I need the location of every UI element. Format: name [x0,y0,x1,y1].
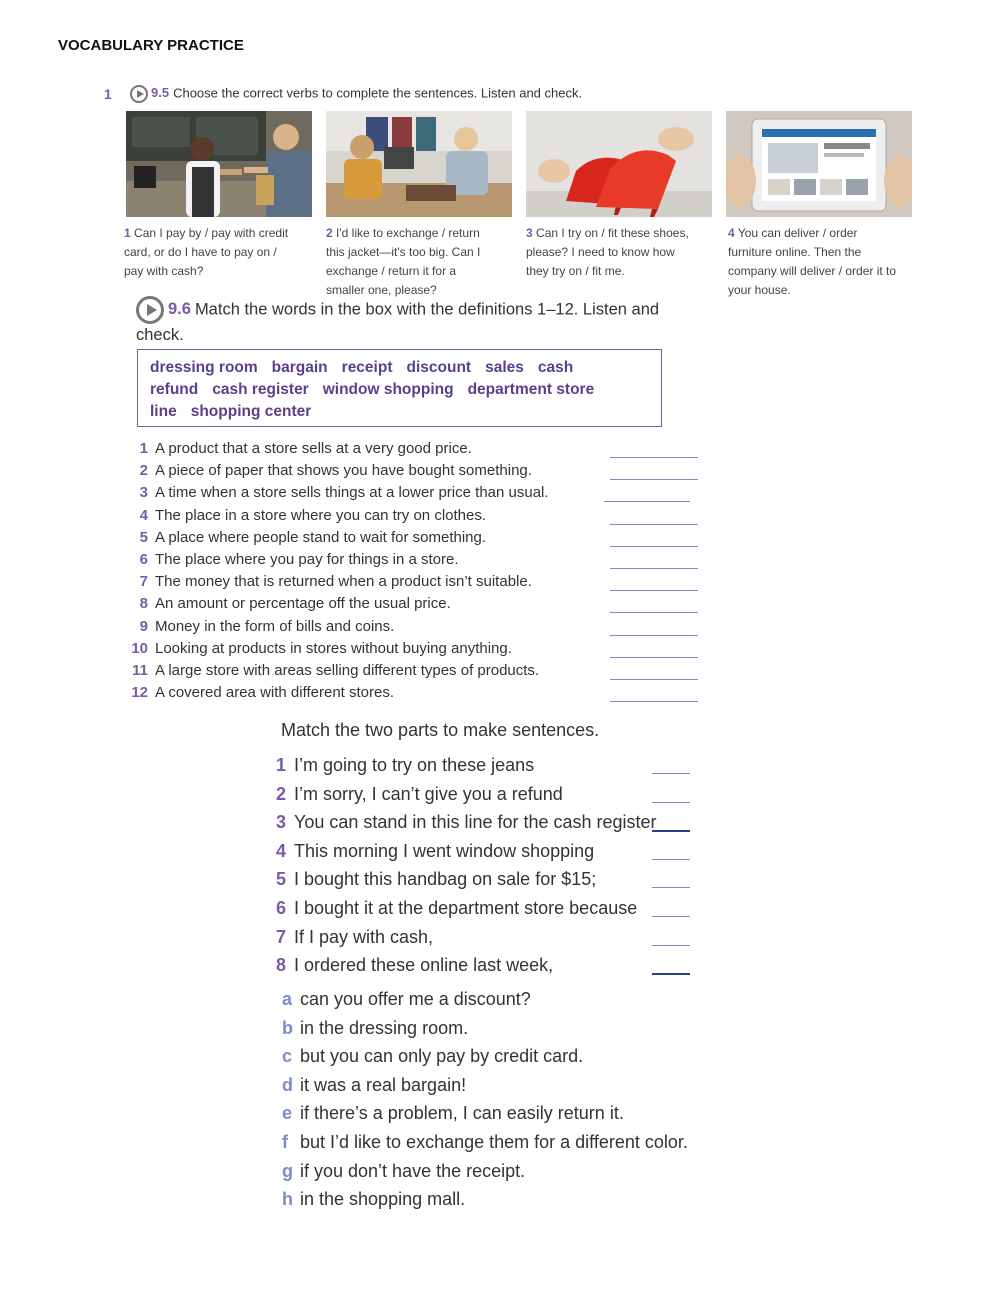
word-box-item: line [150,403,177,420]
sentence-start: 3 You can stand in this line for the cash register [276,812,657,833]
sentence-start: 7 If I pay with cash, [276,926,434,947]
sentence-ending: e if there’s a problem, I can easily return it. [282,1103,624,1124]
answer-blank[interactable] [610,701,698,702]
word-box-item: discount [406,359,472,376]
sentence-ending: c but you can only pay by credit card. [282,1046,584,1067]
track-number: 9.5 [151,85,170,101]
audio-play-icon[interactable] [136,296,164,324]
sentence-start: 5 I bought this handbag on sale for $15; [276,869,597,890]
word-box-item: department store [467,381,595,398]
page-title: VOCABULARY PRACTICE [58,37,244,54]
sentence-start: 8 I ordered these online last week, [276,955,554,976]
exercise-1-number: 1 [104,86,112,102]
sentence-ending: d it was a real bargain! [282,1074,467,1095]
word-box-item: dressing room [150,359,258,376]
definition-item: 9 Money in the form of bills and coins. [139,617,395,635]
answer-blank[interactable] [652,973,690,975]
exercise-2-instruction: 9.6 Match the words in the box with the definitions 1–12. Listen and check. [136,296,696,346]
definition-item: 5 A place where people stand to wait for something. [139,528,487,546]
exercise-1-instruction [130,85,582,103]
definition-item: 1 A product that a store sells at a very good price. [139,440,472,457]
word-box-item: cash register [212,381,309,398]
definition-item: 4 The place in a store where you can try on clothes. [139,506,487,524]
definition-item: 10 Looking at products in stores without buying anything. [131,639,512,657]
answer-blank[interactable] [652,859,690,860]
answer-blank[interactable] [604,501,690,502]
answer-blank[interactable] [610,479,698,480]
answer-blank[interactable] [610,635,698,636]
sentence-ending: a can you offer me a discount? [282,989,531,1009]
answer-blank[interactable] [652,830,690,832]
word-box-item: bargain [271,359,328,376]
answer-blank[interactable] [610,612,698,613]
answer-blank[interactable] [652,916,690,917]
caption-1: 1 Can I pay by / pay with credit card, or do I have to pay on / pay with cash? [124,226,289,278]
sentence-ending: h in the shopping mall. [282,1189,466,1210]
caption-4: 4 You can deliver / order furniture online. Then the company will deliver / order it to your house. [728,226,897,297]
definition-item: 8 An amount or percentage off the usual price. [139,595,451,613]
caption-3: 3 Can I try on / fit these shoes, please? I need to know how they try on / fit me. [526,226,689,278]
definition-item: 12 A covered area with different stores. [131,684,395,702]
caption-2: 2 I'd like to exchange / return this jacket—it's too big. Can I exchange / return it for a smaller one, please? [326,226,481,297]
sentence-ending: f but I’d like to exchange them for a different color. [282,1132,688,1152]
answer-blank[interactable] [652,802,690,803]
sentence-start: 4 This morning I went window shopping [276,840,595,861]
answer-blank[interactable] [610,546,698,547]
sentence-start: 1 I’m going to try on these jeans [276,755,535,775]
answer-blank[interactable] [610,568,698,569]
answer-blank[interactable] [652,887,690,888]
definition-item: 2 A piece of paper that shows you have bought something. [139,462,532,480]
word-box-item: window shopping [322,381,454,398]
photo-tablet-shopping [726,111,912,217]
answer-blank[interactable] [610,457,698,458]
track-number: 9.6 [168,300,191,319]
photo-red-shoes [526,111,712,217]
instruction-text: Choose the correct verbs to complete the sentences. Listen and check. [173,85,583,101]
photo-clothing-store [326,111,512,217]
exercise-3-instruction: Match the two parts to make sentences. [281,720,600,740]
answer-blank[interactable] [610,524,698,525]
word-box-item: shopping center [190,403,312,420]
answer-blank[interactable] [652,773,690,774]
sentence-start: 6 I bought it at the department store because [276,898,638,918]
definition-item: 11 A large store with areas selling different types of products. [132,662,540,679]
definition-item: 3 A time when a store sells things at a lower price than usual. [139,484,549,502]
answer-blank[interactable] [610,657,698,658]
answer-blank[interactable] [610,590,698,591]
word-box-item: receipt [341,359,393,376]
word-box [137,349,662,427]
audio-play-icon[interactable] [130,85,148,103]
definition-item: 7 The money that is returned when a product isn’t suitable. [139,573,532,591]
sentence-ending: g if you don’t have the receipt. [282,1160,526,1181]
answer-blank[interactable] [610,679,698,680]
word-box-item: refund [150,381,199,398]
answer-blank[interactable] [652,945,690,946]
sentence-ending: b in the dressing room. [282,1017,469,1038]
definition-item: 6 The place where you pay for things in a store. [139,551,459,568]
word-box-item: cash [537,359,574,376]
photo-cashier [126,111,312,217]
word-box-item: sales [485,359,524,376]
sentence-start: 2 I’m sorry, I can’t give you a refund [276,783,563,804]
